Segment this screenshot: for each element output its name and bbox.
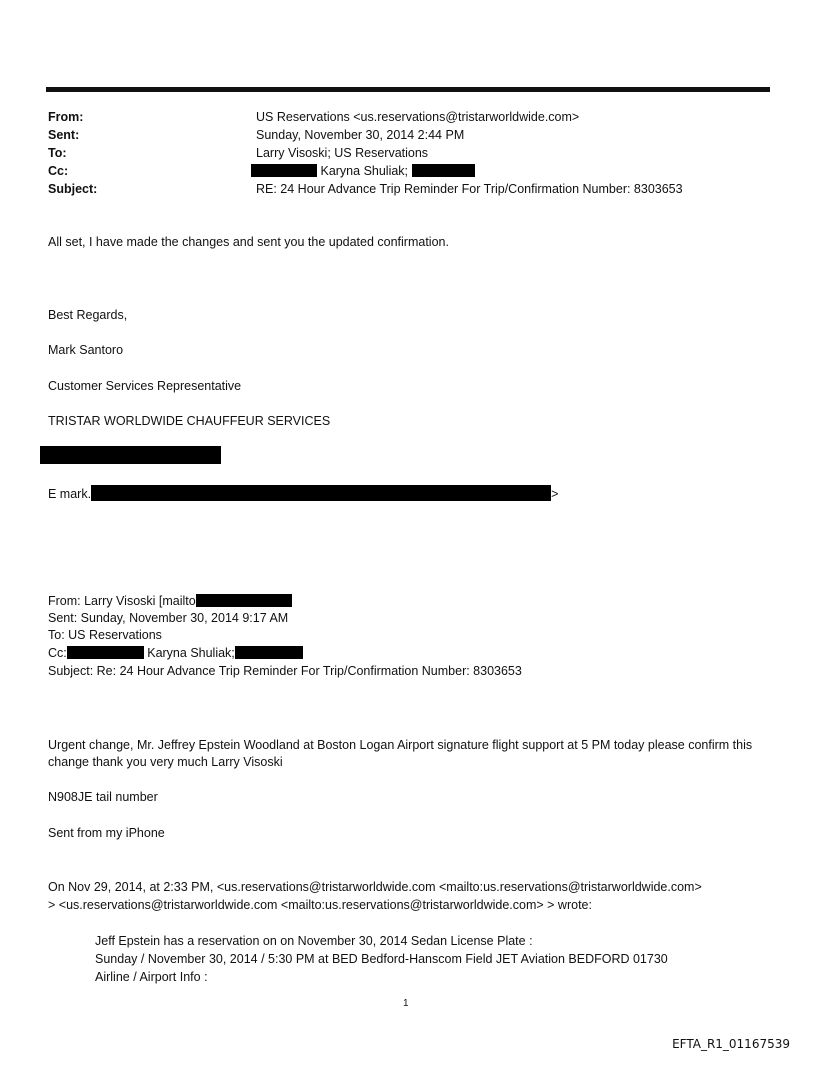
- reservation-line-3: Airline / Airport Info :: [95, 970, 208, 984]
- email-prefix: E mark.: [48, 487, 92, 501]
- reservation-line-1: Jeff Epstein has a reservation on on November 30, 2014 Sedan License Plate :: [95, 934, 533, 948]
- tail-number: N908JE tail number: [48, 790, 158, 804]
- sent-from-iphone: Sent from my iPhone: [48, 826, 165, 840]
- email-suffix: >: [551, 487, 559, 501]
- wrote-line-2: > <us.reservations@tristarworldwide.com <mailto:us.reservations@tristarworldwide.com> > wrote:: [48, 898, 592, 912]
- header-rule: [46, 87, 770, 92]
- to-value: Larry Visoski; US Reservations: [256, 146, 429, 160]
- from-value: US Reservations <us.reservations@tristarworldwide.com>: [256, 110, 580, 124]
- quoted-cc: [48, 646, 303, 661]
- quoted-from-text: From: Larry Visoski [mailto: [48, 594, 196, 608]
- quoted-sent: Sent: Sunday, November 30, 2014 9:17 AM: [48, 611, 289, 625]
- signature-email: [48, 485, 558, 502]
- redaction-box: [67, 646, 144, 659]
- quoted-cc-label: Cc:: [48, 646, 67, 660]
- quoted-to: To: US Reservations: [48, 628, 162, 642]
- body-line: All set, I have made the changes and sent you the updated confirmation.: [48, 235, 449, 249]
- signature-title: Customer Services Representative: [48, 379, 242, 393]
- redaction-box: [235, 646, 303, 659]
- signature-name: Mark Santoro: [48, 343, 124, 357]
- reservation-line-2: Sunday / November 30, 2014 / 5:30 PM at BED Bedford-Hanscom Field JET Aviation BEDFORD 01730: [95, 952, 668, 966]
- sent-value: Sunday, November 30, 2014 2:44 PM: [256, 128, 465, 142]
- redaction-box: [196, 594, 292, 607]
- subject-value: RE: 24 Hour Advance Trip Reminder For Trip/Confirmation Number: 8303653: [256, 182, 683, 196]
- regards: Best Regards,: [48, 308, 128, 322]
- document-id: EFTA_R1_01167539: [672, 1037, 790, 1051]
- cc-value: [251, 162, 475, 180]
- to-label: To:: [48, 146, 67, 160]
- sent-label: Sent:: [48, 128, 80, 142]
- wrote-line-1: On Nov 29, 2014, at 2:33 PM, <us.reservations@tristarworldwide.com <mailto:us.reservations@tristarworldwide.com>: [48, 880, 702, 894]
- quoted-subject: Subject: Re: 24 Hour Advance Trip Reminder For Trip/Confirmation Number: 8303653: [48, 664, 522, 678]
- from-label: From:: [48, 110, 84, 124]
- page-number: 1: [403, 998, 409, 1009]
- signature-company: TRISTAR WORLDWIDE CHAUFFEUR SERVICES: [48, 414, 331, 428]
- redaction-box: [40, 446, 221, 464]
- redaction-box: [251, 164, 317, 177]
- quoted-message: Urgent change, Mr. Jeffrey Epstein Woodland at Boston Logan Airport signature flight support at 5 PM today please confirm this change thank you very much Larry Visoski: [48, 738, 753, 769]
- cc-label: Cc:: [48, 164, 69, 178]
- quoted-from: [48, 594, 292, 609]
- redaction-box: [91, 485, 551, 501]
- quoted-cc-name: Karyna Shuliak;: [147, 646, 235, 660]
- subject-label: Subject:: [48, 182, 98, 196]
- cc-name: Karyna Shuliak;: [320, 164, 409, 178]
- redaction-box: [412, 164, 475, 177]
